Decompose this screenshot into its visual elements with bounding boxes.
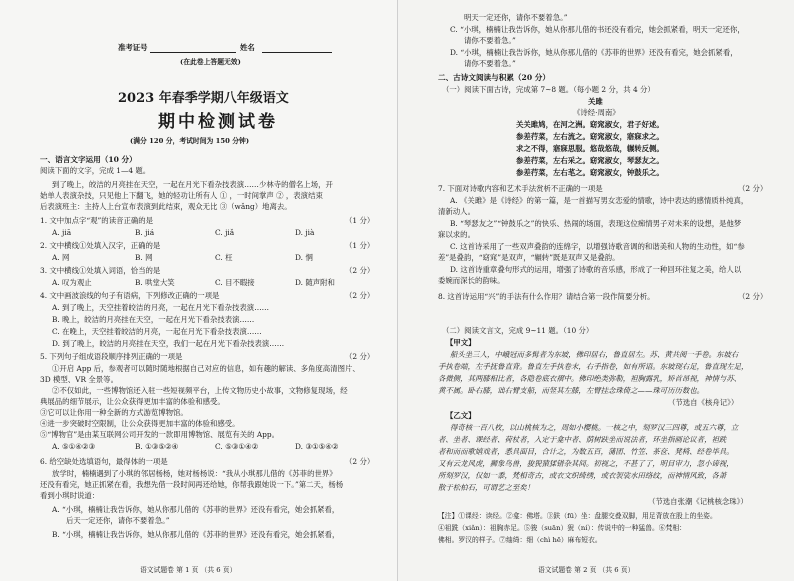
question-3: 3. 文中横线①处填入词语，恰当的是 bbox=[40, 266, 161, 275]
q4-option-b[interactable]: B. 晚上，皎洁的月亮挂在天空，一起在月光下看杂技表演…… bbox=[52, 315, 255, 324]
q7-line: 委婉而深长的韵味。 bbox=[438, 276, 505, 285]
q6-option-a-cont: 后天一定还你，请你不要着急。” bbox=[66, 516, 170, 525]
question-7: 7. 下面对诗歌内容和艺术手法赏析不正确的一项是 bbox=[438, 184, 603, 193]
q5-line: 典展品的细节展示，让公众获得更加丰富的体验和感受。 bbox=[40, 397, 225, 406]
q5-line: ②不仅如此，一些博物馆还入驻一些短视频平台，上传文物历史小故事，文物修复现场，经 bbox=[52, 386, 348, 395]
passage-line: 到了晚上，皎洁的月亮挂在天空，一起在月光下看杂技表演……少林寺的僧名上场，开 bbox=[52, 180, 333, 189]
section-2-heading: 二、古诗文阅读与积累（20 分） bbox=[438, 73, 550, 82]
text-a-source: （节选自《核舟记》） bbox=[668, 398, 739, 407]
q1-option-d[interactable]: D. jià bbox=[295, 228, 315, 237]
q5-option-a[interactable]: A. ⑤①④②③ bbox=[52, 442, 96, 451]
question-5-score: （2 分） bbox=[345, 352, 375, 361]
section-1-heading: 一、语言文字运用（10 分） bbox=[40, 155, 137, 164]
answer-note: (在此卷上答题无效) bbox=[180, 58, 241, 66]
annotation-line: 【注】①课经：读经。②龛：佛塔。③趺（fū）坐：盘腿交叠双脚，用足背放在股上的坐姿。 bbox=[438, 512, 717, 520]
poem-source: 《诗经·周南》 bbox=[573, 108, 620, 117]
poem-line: 参差荇菜，左右芼之。窈窕淑女，钟鼓乐之。 bbox=[516, 168, 664, 177]
annotation-line: 佛相。罗汉的样子。⑦䌷绮：细（chì hē）麻布短衣。 bbox=[438, 536, 602, 544]
question-8: 8. 这首诗运用“兴”的手法有什么作用？请结合第一段作简要分析。 bbox=[438, 292, 655, 301]
text-a-line: 各微侧，其两膝相比者，各隐卷底衣褶中。佛印绝类弥勒，袒胸露乳，矫首昂视，神情与苏、 bbox=[438, 374, 742, 383]
text-b-line: 又有云龙风虎，狮象鸟兽，狻猊猿猱错杂其间。初视之，不甚了了，明目审力，忽小谛视， bbox=[438, 459, 734, 468]
text-b-line: 所刻罗汉，仅如一黍，梵相奇古，或衣文织绮绣，或衣袈裟水田络纹，而神情风致，各萧 bbox=[438, 471, 727, 480]
q5-option-c[interactable]: C. ⑤③①④② bbox=[215, 442, 259, 451]
q5-line: ①开启 App 后，参观者可以随时随地根据自己对应的信息，如有趣的解读、多角度高清图片、 bbox=[52, 364, 360, 373]
exam-subtitle: 期中检测试卷 bbox=[158, 112, 278, 132]
q7-option-b[interactable]: B. “琴瑟友之”“钟鼓乐之”的快乐、热闹的场面，表现这位痴情男子对未来的设想，是他梦 bbox=[450, 219, 742, 228]
text-a-line: 船头坐三人，中峨冠而多髯者为东坡，佛印居右，鲁直居左。苏、黄共阅一手卷。东坡右 bbox=[450, 350, 739, 359]
poem-line: 参差荇菜，左右采之。窈窕淑女，琴瑟友之。 bbox=[516, 156, 664, 165]
text-b-source: （节选自张潮《记桃核念珠》） bbox=[648, 497, 748, 506]
q1-option-b[interactable]: B. jiá bbox=[135, 228, 155, 237]
q5-line: ③它可以让你用一种全新的方式游览博物馆。 bbox=[40, 408, 188, 417]
q6-line: 放学时，楠楠遇到了小琪的邻居杨杨，她对杨杨说：“我从小琪那儿借的《苏菲的世界》 bbox=[52, 469, 337, 478]
question-6: 6. 给空缺处选填语句，最得体的一项是 bbox=[40, 457, 168, 466]
name-blank bbox=[262, 52, 332, 53]
q3-option-a[interactable]: A. 叹为观止 bbox=[52, 278, 92, 287]
q5-option-d[interactable]: D. ③①⑤④② bbox=[295, 442, 339, 451]
q7-line: 寐以求的。 bbox=[438, 230, 475, 239]
q4-option-d[interactable]: D. 到了晚上，皎洁的月亮挂在天空，我们一起在月光下看杂技表演…… bbox=[52, 339, 285, 348]
q5-line: 3D 模型、VR 全景等。 bbox=[40, 375, 118, 384]
text-b-line: 者和而而歌嬉戏者，悉具面目，合计之，为数五百，蒲团、竹笠、茶奁、凳椅、经卷毕具。 bbox=[438, 447, 734, 456]
q7-line: 差”是叠韵，“窈窕”是双声，“辗转”既是双声又是叠韵。 bbox=[438, 253, 620, 262]
exam-title: 2023 年春季学期八年级语文 bbox=[118, 91, 289, 106]
question-6-score: （2 分） bbox=[345, 457, 375, 466]
q7-option-a[interactable]: A. 《关雎》是《诗经》的第一篇，是一首描写男女恋爱的情歌，诗中表达的感情质朴纯真， bbox=[450, 196, 749, 205]
name-label: 姓名 bbox=[240, 43, 255, 52]
q2-option-d[interactable]: D. 惘 bbox=[295, 253, 313, 262]
question-2-score: （1 分） bbox=[345, 241, 375, 250]
q6-option-b[interactable]: B. “小琪，楠楠让我告诉你，她从你那儿借的《苏菲的世界》还没有看完，她会抓紧看， bbox=[52, 530, 340, 539]
q6-option-c-cont: 请你不要着急。” bbox=[464, 36, 516, 45]
q4-option-a[interactable]: A. 到了晚上，天空挂着皎洁的月亮，一起在月光下看杂技表演…… bbox=[52, 303, 269, 312]
poem-line: 参差荇菜，左右流之。窈窕淑女，寤寐求之。 bbox=[516, 132, 664, 141]
question-2: 2. 文中横线①处填入汉字，正确的是 bbox=[40, 241, 161, 250]
q5-line: ⑤“博物官”是由某互联网公司开发的一款即用博物馆、展览有关的 App。 bbox=[40, 430, 280, 439]
page-footer: 语文试题卷 第 2 页 （共 6 页） bbox=[538, 566, 635, 574]
text-a-line: 黄不属。卧右膝，诎右臂支船，而竖其左膝，左臂挂念珠倚之——珠可历历数也。 bbox=[438, 386, 705, 395]
q1-option-c[interactable]: C. jiǎ bbox=[215, 228, 235, 237]
part-1-heading: （一）阅读下面古诗，完成第 7~8 题。（每小题 2 分，共 4 分） bbox=[442, 85, 655, 94]
question-4: 4. 文中画波浪线的句子有语病，下列修改正确的一项是 bbox=[40, 291, 220, 300]
question-7-score: （2 分） bbox=[738, 184, 768, 193]
q6-option-c[interactable]: C. “小琪，楠楠让我告诉你，她从你那儿借的书还没有看完，她会抓紧看，明天一定还你， bbox=[450, 25, 745, 34]
q7-option-c[interactable]: C. 这首诗采用了一些双声叠韵的连绵字，以增强诗歌音调的和谐美和人物的生动性，如“参 bbox=[450, 242, 745, 251]
passage-line: 后表演班主：主持人上台宣布表演到此结束，观众无比 ③（wǎng）地离去。 bbox=[40, 202, 292, 211]
q7-option-d[interactable]: D. 这首诗重章叠句形式的运用，增强了诗歌的音乐感，形成了一种回环往复之美，给人以 bbox=[450, 265, 742, 274]
exam-number-blank bbox=[150, 52, 236, 53]
q6-line: 看到小琪时说道： bbox=[40, 491, 100, 500]
q2-option-a[interactable]: A. 网 bbox=[52, 253, 70, 262]
text-b-line: 得奇核一百八枚，以山桃核为之，周如小樱桃。一核之中，刻罗汉三四尊，或五六尊，立 bbox=[450, 423, 739, 432]
poem-line: 关关雎鸠，在河之洲。窈窕淑女，君子好逑。 bbox=[516, 120, 664, 129]
poem-line: 求之不得，寤寐思服。悠哉悠哉，辗转反侧。 bbox=[516, 144, 664, 153]
score-note: (满分 120 分，考试时间为 150 分钟) bbox=[130, 137, 250, 145]
question-4-score: （2 分） bbox=[345, 291, 375, 300]
passage-line: 始单人表演杂技，只见他上下翻飞，她的轻功让所有人 ① ，一时间掌声 ② ，表演结束 bbox=[40, 191, 323, 200]
q5-line: ④进一步突破时空限制，让公众获得更加丰富的体验和感受。 bbox=[40, 419, 240, 428]
q3-option-d[interactable]: D. 随声附和 bbox=[295, 278, 335, 287]
q7-line: 清新动人。 bbox=[438, 207, 475, 216]
passage-intro: 阅读下面的文字，完成 1—4 题。 bbox=[40, 166, 151, 175]
annotation-line: ④祖跣（xiǎn）：祖胸赤足。⑤狻（suān）猊（ní）：传说中的一种猛兽。⑥梵相： bbox=[438, 524, 686, 532]
q6-option-d[interactable]: D. “小琪，楠楠让我告诉你，她从你那儿借的《苏菲的世界》还没有看完，她会抓紧看， bbox=[450, 48, 738, 57]
poem-title: 关雎 bbox=[588, 97, 603, 106]
question-8-score: （2 分） bbox=[738, 292, 768, 301]
q6-line: 还没有看完，她正抓紧在看，我想先借一段时间再还给她，你帮我跟她说一下。”第二天，杨杨 bbox=[40, 480, 344, 489]
q2-option-c[interactable]: C. 枉 bbox=[215, 253, 233, 262]
question-1-score: （1 分） bbox=[345, 216, 375, 225]
q4-option-c[interactable]: C. 在晚上，天空挂着皎洁的月亮，一起在月光下看杂技表演…… bbox=[52, 327, 262, 336]
right-page bbox=[397, 0, 794, 581]
q6-option-d-cont: 请你不要着急。” bbox=[464, 59, 516, 68]
page-footer: 语文试题卷 第 1 页 （共 6 页） bbox=[140, 566, 237, 574]
q6-option-a[interactable]: A. “小琪，楠楠让我告诉你，她从你那儿借的《苏菲的世界》还没有看完，她会抓紧看， bbox=[52, 505, 340, 514]
question-5: 5. 下列句子组成语段顺序排列正确的一项是 bbox=[40, 352, 183, 361]
text-b-line: 散于松柏石，可谓艺之至矣！ bbox=[438, 483, 535, 492]
exam-number-label: 准考证号 bbox=[118, 43, 148, 52]
text-a-heading: 【甲文】 bbox=[446, 338, 476, 347]
q1-option-a[interactable]: A. jiā bbox=[52, 228, 72, 237]
q3-option-c[interactable]: C. 目不暇接 bbox=[215, 278, 255, 287]
question-1: 1. 文中加点字“观”的读音正确的是 bbox=[40, 216, 154, 225]
part-2-heading: （二）阅读文言文，完成 9~11 题。（10 分） bbox=[442, 326, 594, 335]
q3-option-b[interactable]: B. 哄堂大笑 bbox=[135, 278, 175, 287]
text-b-heading: 【乙文】 bbox=[446, 411, 476, 420]
q2-option-b[interactable]: B. 网 bbox=[135, 253, 153, 262]
q6-option-b-cont: 明天一定还你，请你不要着急。” bbox=[464, 13, 568, 22]
q5-option-b[interactable]: B. ①③⑤②④ bbox=[135, 442, 179, 451]
question-3-score: （2 分） bbox=[345, 266, 375, 275]
text-b-line: 者、坐者、课经者、荷杖者，入定于龛中者、荫树趺坐而说法者，环坐指画论议者，袒跣 bbox=[438, 435, 727, 444]
text-a-line: 手执卷端，左手抚鲁直背。鲁直左手执卷末，右手指卷，如有所语。东坡现右足，鲁直现左足， bbox=[438, 362, 749, 371]
